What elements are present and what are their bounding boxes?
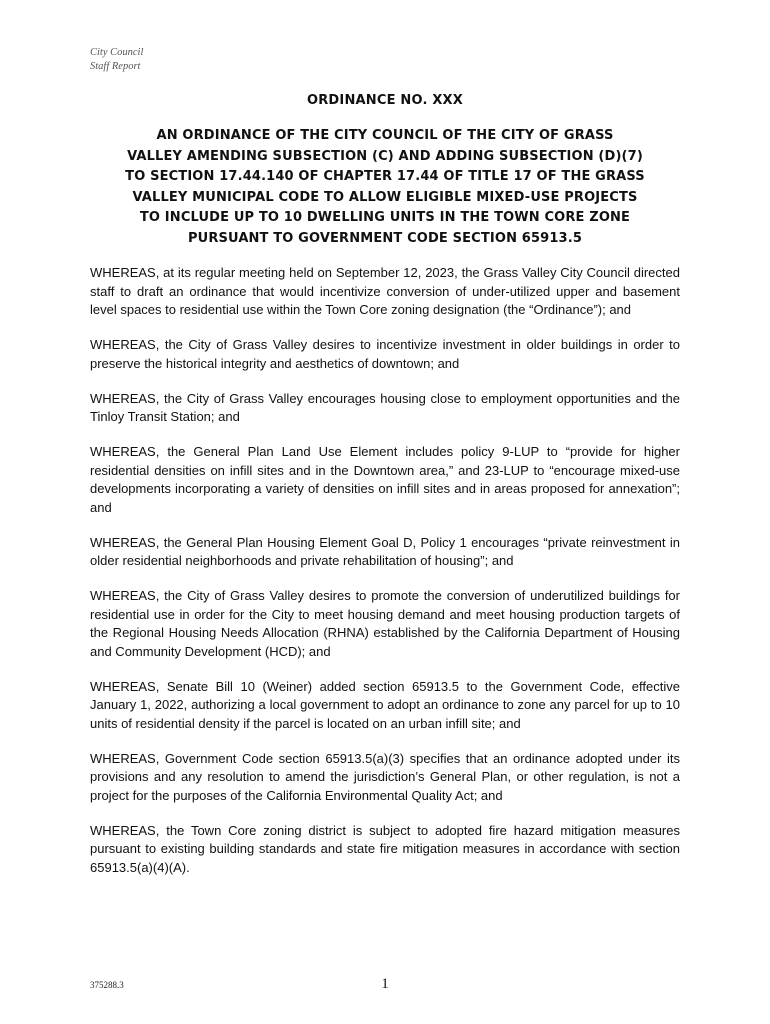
ordinance-title [90, 126, 680, 250]
title-line: AN ORDINANCE OF THE CITY COUNCIL OF THE CITY OF GRASS [156, 128, 614, 143]
title-line: VALLEY AMENDING SUBSECTION (C) AND ADDING SUBSECTION (D)(7) [127, 148, 643, 164]
title-line: TO SECTION 17.44.140 OF CHAPTER 17.44 OF TITLE 17 OF THE GRASS [125, 169, 645, 185]
whereas-paragraph: WHEREAS, the City of Grass Valley desires to incentivize investment in older buildings in order to preserve the historical integrity and aesthetics of downtown; and [90, 337, 680, 371]
header-line-city-council: City Council [90, 47, 144, 58]
ordinance-number: ORDINANCE NO. XXX [306, 93, 464, 108]
whereas-paragraph: WHEREAS, at its regular meeting held on September 12, 2023, the Grass Valley City Council directed staff to draft an ordinance that would incentivize conversion of under-utilized upper and basement level spaces to residential use within the Town Core zoning designation (the “Ordinance”); and [90, 265, 680, 317]
whereas-paragraph: WHEREAS, the City of Grass Valley encourages housing close to employment opportunities and the Tinloy Transit Station; and [90, 390, 680, 424]
title-line: TO INCLUDE UP TO 10 DWELLING UNITS IN THE TOWN CORE ZONE [139, 210, 631, 226]
page-number: 1 [381, 976, 389, 992]
whereas-paragraph: WHEREAS, the City of Grass Valley desires to promote the conversion of underutilized buildings for residential use in order for the City to meet housing demand and meet housing production targets of the Regional Housing Needs Allocation (RHNA) established by the California Department of Housing and Community Development (HCD); and [90, 588, 680, 659]
title-line: PURSUANT TO GOVERNMENT CODE SECTION 65913.5 [187, 230, 583, 246]
whereas-paragraph: WHEREAS, the General Plan Housing Element Goal D, Policy 1 encourages “private reinvestment in older residential neighborhoods and private rehabilitation of housing”; and [90, 534, 680, 568]
whereas-paragraph: WHEREAS, the General Plan Land Use Element includes policy 9-LUP to “provide for higher residential densities on infill sites and in the Downtown area,” and 23-LUP to “encourage mixed-use developments incorporating a variety of densities on infill sites and in areas proposed for annexation”; and [90, 444, 680, 515]
whereas-paragraph: WHEREAS, Senate Bill 10 (Weiner) added section 65913.5 to the Government Code, effective January 1, 2022, authorizing a local government to adopt an ordinance to zone any parcel for up to 10 units of residential density if the parcel is located on an urban infill site; and [90, 678, 680, 731]
whereas-paragraph: WHEREAS, Government Code section 65913.5(a)(3) specifies that an ordinance adopted under its provisions and any resolution to amend the jurisdiction’s General Plan, or other regulation, is not a project for the purposes of the California Environmental Quality Act; and [90, 750, 680, 803]
title-line: VALLEY MUNICIPAL CODE TO ALLOW ELIGIBLE MIXED-USE PROJECTS [132, 189, 638, 205]
whereas-paragraph: WHEREAS, the Town Core zoning district is subject to adopted fire hazard mitigation measures pursuant to existing building standards and state fire mitigation measures in accordance with section 65913.5(a)(4)(A). [90, 822, 680, 875]
recitals-body [90, 264, 680, 894]
document-id: 375288.3 [90, 980, 124, 990]
header-line-staff-report: Staff Report [90, 61, 141, 72]
header-note [90, 46, 143, 74]
